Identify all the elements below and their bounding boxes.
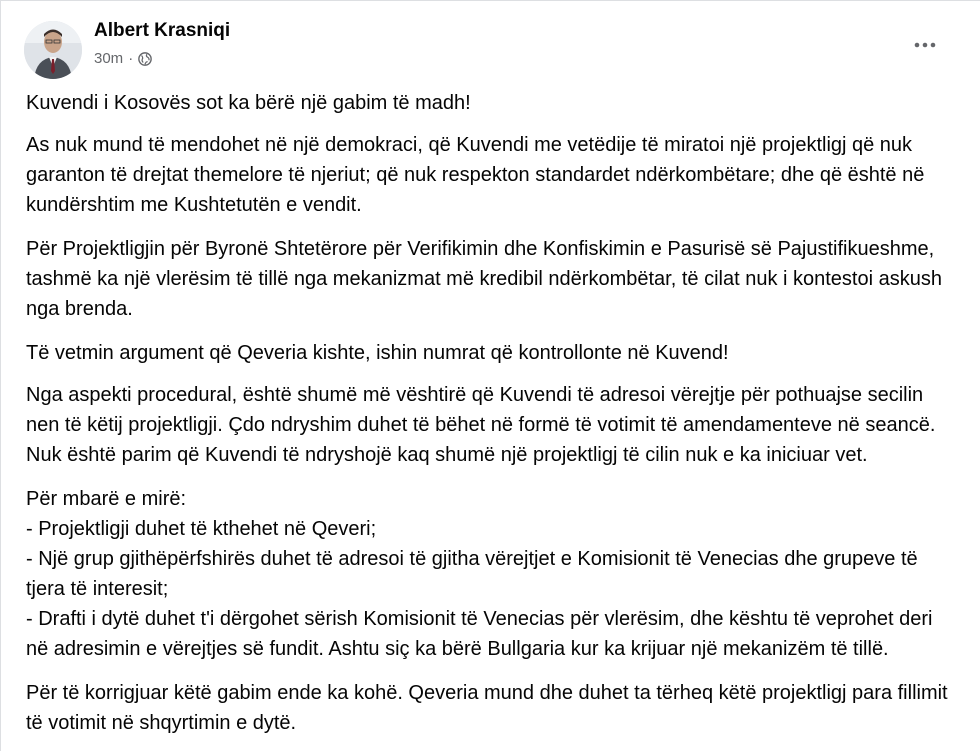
meta-separator: ·: [128, 50, 134, 67]
post-paragraph: Për të korrigjuar këtë gabim ende ka kohë. Qeveria mund dhe duhet ta tërheq këtë projektligj para fillimit të votimit në shqyrtimin e dytë.: [26, 682, 948, 734]
post-paragraph: Nga aspekti procedural, është shumë më vështirë që Kuvendi të adresoi vërejtje për pothuajse secilin nen të këtij projektligji. Çdo ndryshim duhet të bëhet në formë të votimit të amendamenteve në seancë. Nuk është parim që Kuvendi të ndryshojë kaq shumë një projektligj të cilin nuk e ka iniciuar vet.: [26, 384, 936, 466]
post-paragraph: Për mbarë e mirë: - Projektligji duhet të kthehet në Qeveri; - Një grup gjithëpërfshirës duhet të adresoi të gjitha vërejtjet e Komisionit të Venecias dhe grupeve të tjera të interesit; - Drafti i dytë duhet t'i dërgohet sërish Komisionit të Venecias për vlerësim, dhe kështu të veprohet deri në adresimin e vërejtjes së fundit. Ashtu siç ka bërë Bullgaria kur ka krijuar një mekanizëm të tillë.: [26, 488, 933, 660]
author-name[interactable]: Albert Krasniqi: [94, 20, 231, 41]
post-paragraph: Të vetmin argument që Qeveria kishte, ishin numrat që kontrollonte në Kuvend!: [26, 342, 729, 364]
post-paragraph: Kuvendi i Kosovës sot ka bërë një gabim të madh!: [26, 92, 471, 114]
author-photo-icon: [24, 21, 82, 79]
post-paragraph: As nuk mund të mendohet në një demokraci, që Kuvendi me vetëdije të miratoi një projektligj që nuk garanton të drejtat themelore të njeriut; që nuk respekton standardet ndërkombëtare; dhe që është në kundërshtim me Kushtetutën e vendit.: [26, 134, 925, 216]
author-avatar[interactable]: [24, 21, 82, 79]
post-timestamp[interactable]: 30m: [94, 50, 124, 67]
more-options-icon[interactable]: [905, 29, 945, 61]
post-paragraph: Për Projektligjin për Byronë Shtetërore për Verifikimin dhe Konfiskimin e Pasurisë së Pajustifikueshme, tashmë ka një vlerësim të tillë nga mekanizmat më kredibil ndërkombëtar, të cilat nuk i kontestoi askush nga brenda.: [26, 238, 942, 320]
post-meta: [94, 50, 152, 67]
post-text: [26, 88, 956, 752]
globe-icon[interactable]: [138, 52, 152, 66]
